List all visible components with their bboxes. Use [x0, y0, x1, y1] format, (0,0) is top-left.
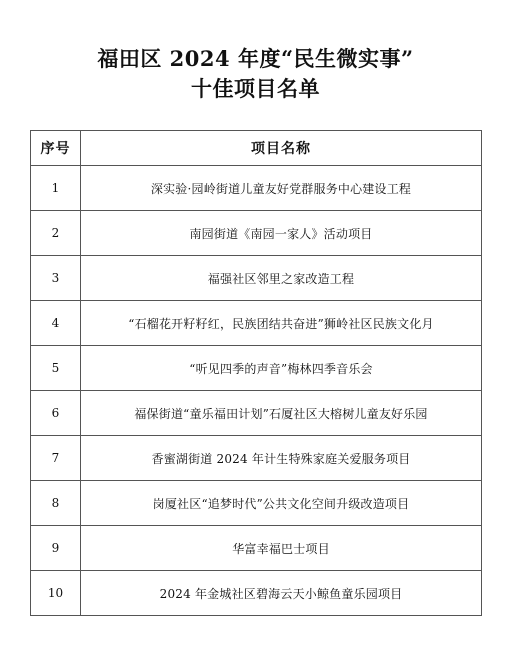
header-number: 序号: [31, 131, 81, 166]
row-project-name: 福强社区邻里之家改造工程: [81, 256, 482, 301]
row-number: 3: [31, 256, 81, 301]
table-row: [31, 391, 482, 436]
row-project-name: 深实验·园岭街道儿童友好党群服务中心建设工程: [81, 166, 482, 211]
row-number: 6: [31, 391, 81, 436]
table-row: [31, 436, 482, 481]
row-project-name: 华富幸福巴士项目: [81, 526, 482, 571]
row-number: 4: [31, 301, 81, 346]
row-number: 5: [31, 346, 81, 391]
row-number: 1: [31, 166, 81, 211]
row-project-name: “听见四季的声音”梅林四季音乐会: [81, 346, 482, 391]
table-header-row: [31, 131, 482, 166]
row-project-name: 2024 年金城社区碧海云天小鲸鱼童乐园项目: [81, 571, 482, 616]
table-row: [31, 481, 482, 526]
title-line-2: 十佳项目名单: [191, 76, 320, 101]
project-table: [30, 130, 482, 616]
table-row: [31, 211, 482, 256]
header-project-name: 项目名称: [81, 131, 482, 166]
row-number: 8: [31, 481, 81, 526]
row-number: 7: [31, 436, 81, 481]
table-row: [31, 166, 482, 211]
table-row: [31, 346, 482, 391]
table-row: [31, 301, 482, 346]
row-project-name: 南园街道《南园一家人》活动项目: [81, 211, 482, 256]
table-row: [31, 526, 482, 571]
row-project-name: “石榴花开籽籽红，民族团结共奋进”狮岭社区民族文化月: [81, 301, 482, 346]
row-project-name: 岗厦社区“追梦时代”公共文化空间升级改造项目: [81, 481, 482, 526]
title-line-1: 福田区 2024 年度“民生微实事”: [97, 46, 414, 71]
table-row: [31, 256, 482, 301]
row-number: 2: [31, 211, 81, 256]
document-title: [0, 44, 511, 104]
row-number: 9: [31, 526, 81, 571]
row-project-name: 福保街道“童乐福田计划”石厦社区大榕树儿童友好乐园: [81, 391, 482, 436]
table-row: [31, 571, 482, 616]
row-number: 10: [31, 571, 81, 616]
row-project-name: 香蜜湖街道 2024 年计生特殊家庭关爱服务项目: [81, 436, 482, 481]
